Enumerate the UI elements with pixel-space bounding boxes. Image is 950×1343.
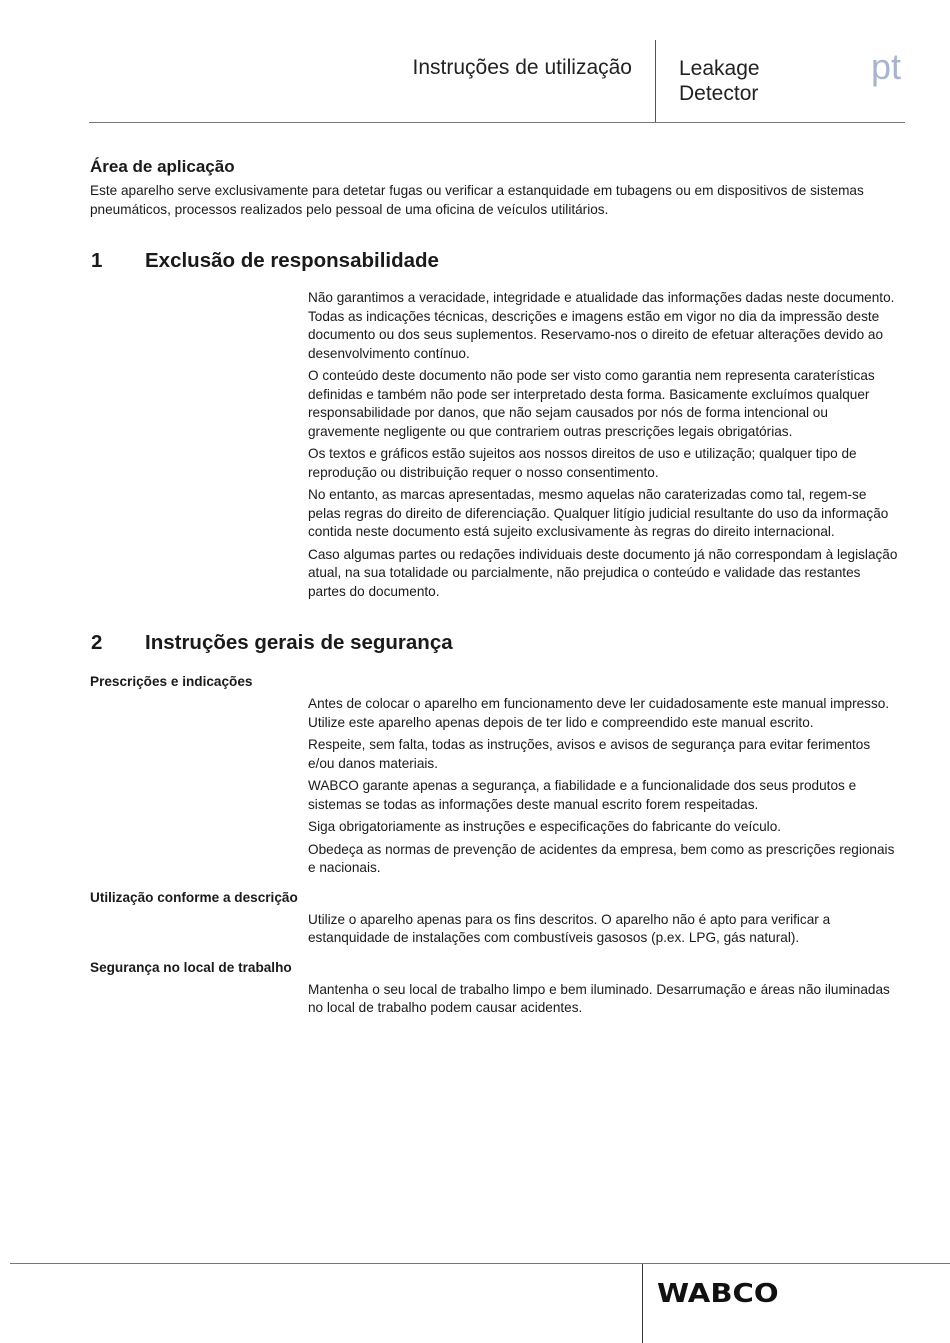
paragraph: Utilize o aparelho apenas para os fins descritos. O aparelho não é apto para verificar a estanquidade de instalações com combustíveis gasosos (p.ex. LPG, gás natural). bbox=[308, 911, 831, 945]
product-name bbox=[679, 56, 760, 106]
wabco-logo: WABCO bbox=[657, 1279, 779, 1309]
footer-divider bbox=[642, 1264, 643, 1343]
page-header bbox=[0, 0, 950, 124]
product-name-line2: Detector bbox=[679, 82, 759, 105]
paragraph: Obedeça as normas de prevenção de acidentes da empresa, bem como as prescrições regionais e nacionais. bbox=[308, 841, 895, 875]
section-2-title: Instruções gerais de segurança bbox=[145, 631, 453, 654]
paragraph: Respeite, sem falta, todas as instruções, avisos e avisos de segurança para evitar ferimentos e/ou danos materiais. bbox=[308, 737, 871, 771]
paragraph: Siga obrigatoriamente as instruções e especificações do fabricante do veículo. bbox=[308, 819, 782, 834]
paragraph: Mantenha o seu local de trabalho limpo e bem iluminado. Desarrumação e áreas não iluminadas no local de trabalho podem causar acidentes. bbox=[308, 981, 890, 1015]
section-2-heading bbox=[90, 630, 900, 656]
product-name-line1: Leakage bbox=[679, 57, 760, 80]
section-2-number: 2 bbox=[91, 631, 103, 654]
footer-rule bbox=[10, 1263, 950, 1264]
section-1-heading bbox=[90, 248, 900, 274]
section-1-body bbox=[308, 289, 898, 601]
paragraph: Caso algumas partes ou redações individuais deste documento já não correspondam à legislação atual, na sua totalidade ou parcialmente, não prejudica o conteúdo e validade das restantes partes do documento. bbox=[308, 546, 898, 599]
section-1-title: Exclusão de responsabilidade bbox=[145, 249, 439, 272]
paragraph: No entanto, as marcas apresentadas, mesmo aquelas não caraterizadas como tal, regem-se pelas regras do direito de diferenciação. Qualquer litígio judicial resultante do uso da informação contida neste documento está sujeito exclusivamente às regras do direito internacional. bbox=[308, 487, 889, 539]
header-rule bbox=[89, 122, 905, 123]
document-body bbox=[90, 155, 900, 1022]
scope-title: Área de aplicação bbox=[90, 157, 235, 176]
paragraph: O conteúdo deste documento não pode ser visto como garantia nem representa caraterísticas definidas e também não pode ser interpretado desta forma. Basicamente excluímos qualquer responsabilidade por danos, que não sejam causados por nós de forma intencional ou gravemente negligente ou que contrariem outras prescrições legais obrigatórias. bbox=[308, 368, 875, 439]
subsection-body bbox=[308, 981, 898, 1018]
header-divider bbox=[655, 40, 656, 123]
paragraph: WABCO garante apenas a segurança, a fiabilidade e a funcionalidade dos seus produtos e sistemas se todas as informações deste manual escrito forem respeitadas. bbox=[308, 778, 857, 812]
subsection-body bbox=[308, 695, 898, 878]
paragraph: Não garantimos a veracidade, integridade e atualidade das informações dadas neste documento. Todas as indicações técnicas, descrições e imagens estão em vigor no dia da impressão deste documento ou dos seus suplementos. Reservamo-nos o direito de efetuar alterações devido ao desenvolvimento contínuo. bbox=[308, 290, 895, 361]
language-code: pt bbox=[871, 46, 902, 87]
subsection-title: Prescrições e indicações bbox=[90, 674, 253, 689]
subsection-title: Segurança no local de trabalho bbox=[90, 959, 292, 975]
subsection-title: Utilização conforme a descrição bbox=[90, 889, 298, 905]
scope-text: Este aparelho serve exclusivamente para detetar fugas ou verificar a estanquidade em tubagens ou em dispositivos de sistemas pneumáticos, processos realizados pelo pessoal de uma oficina de veículos utilitários. bbox=[90, 183, 864, 217]
section-1-number: 1 bbox=[91, 249, 103, 272]
paragraph: Antes de colocar o aparelho em funcionamento deve ler cuidadosamente este manual impresso. Utilize este aparelho apenas depois de ter lido e compreendido este manual escrito. bbox=[308, 696, 890, 730]
subsection-body bbox=[308, 911, 898, 948]
paragraph: Os textos e gráficos estão sujeitos aos nossos direitos de uso e utilização; qualquer tipo de reprodução ou distribuição requer o nosso consentimento. bbox=[308, 446, 857, 480]
document-type: Instruções de utilização bbox=[412, 56, 632, 79]
